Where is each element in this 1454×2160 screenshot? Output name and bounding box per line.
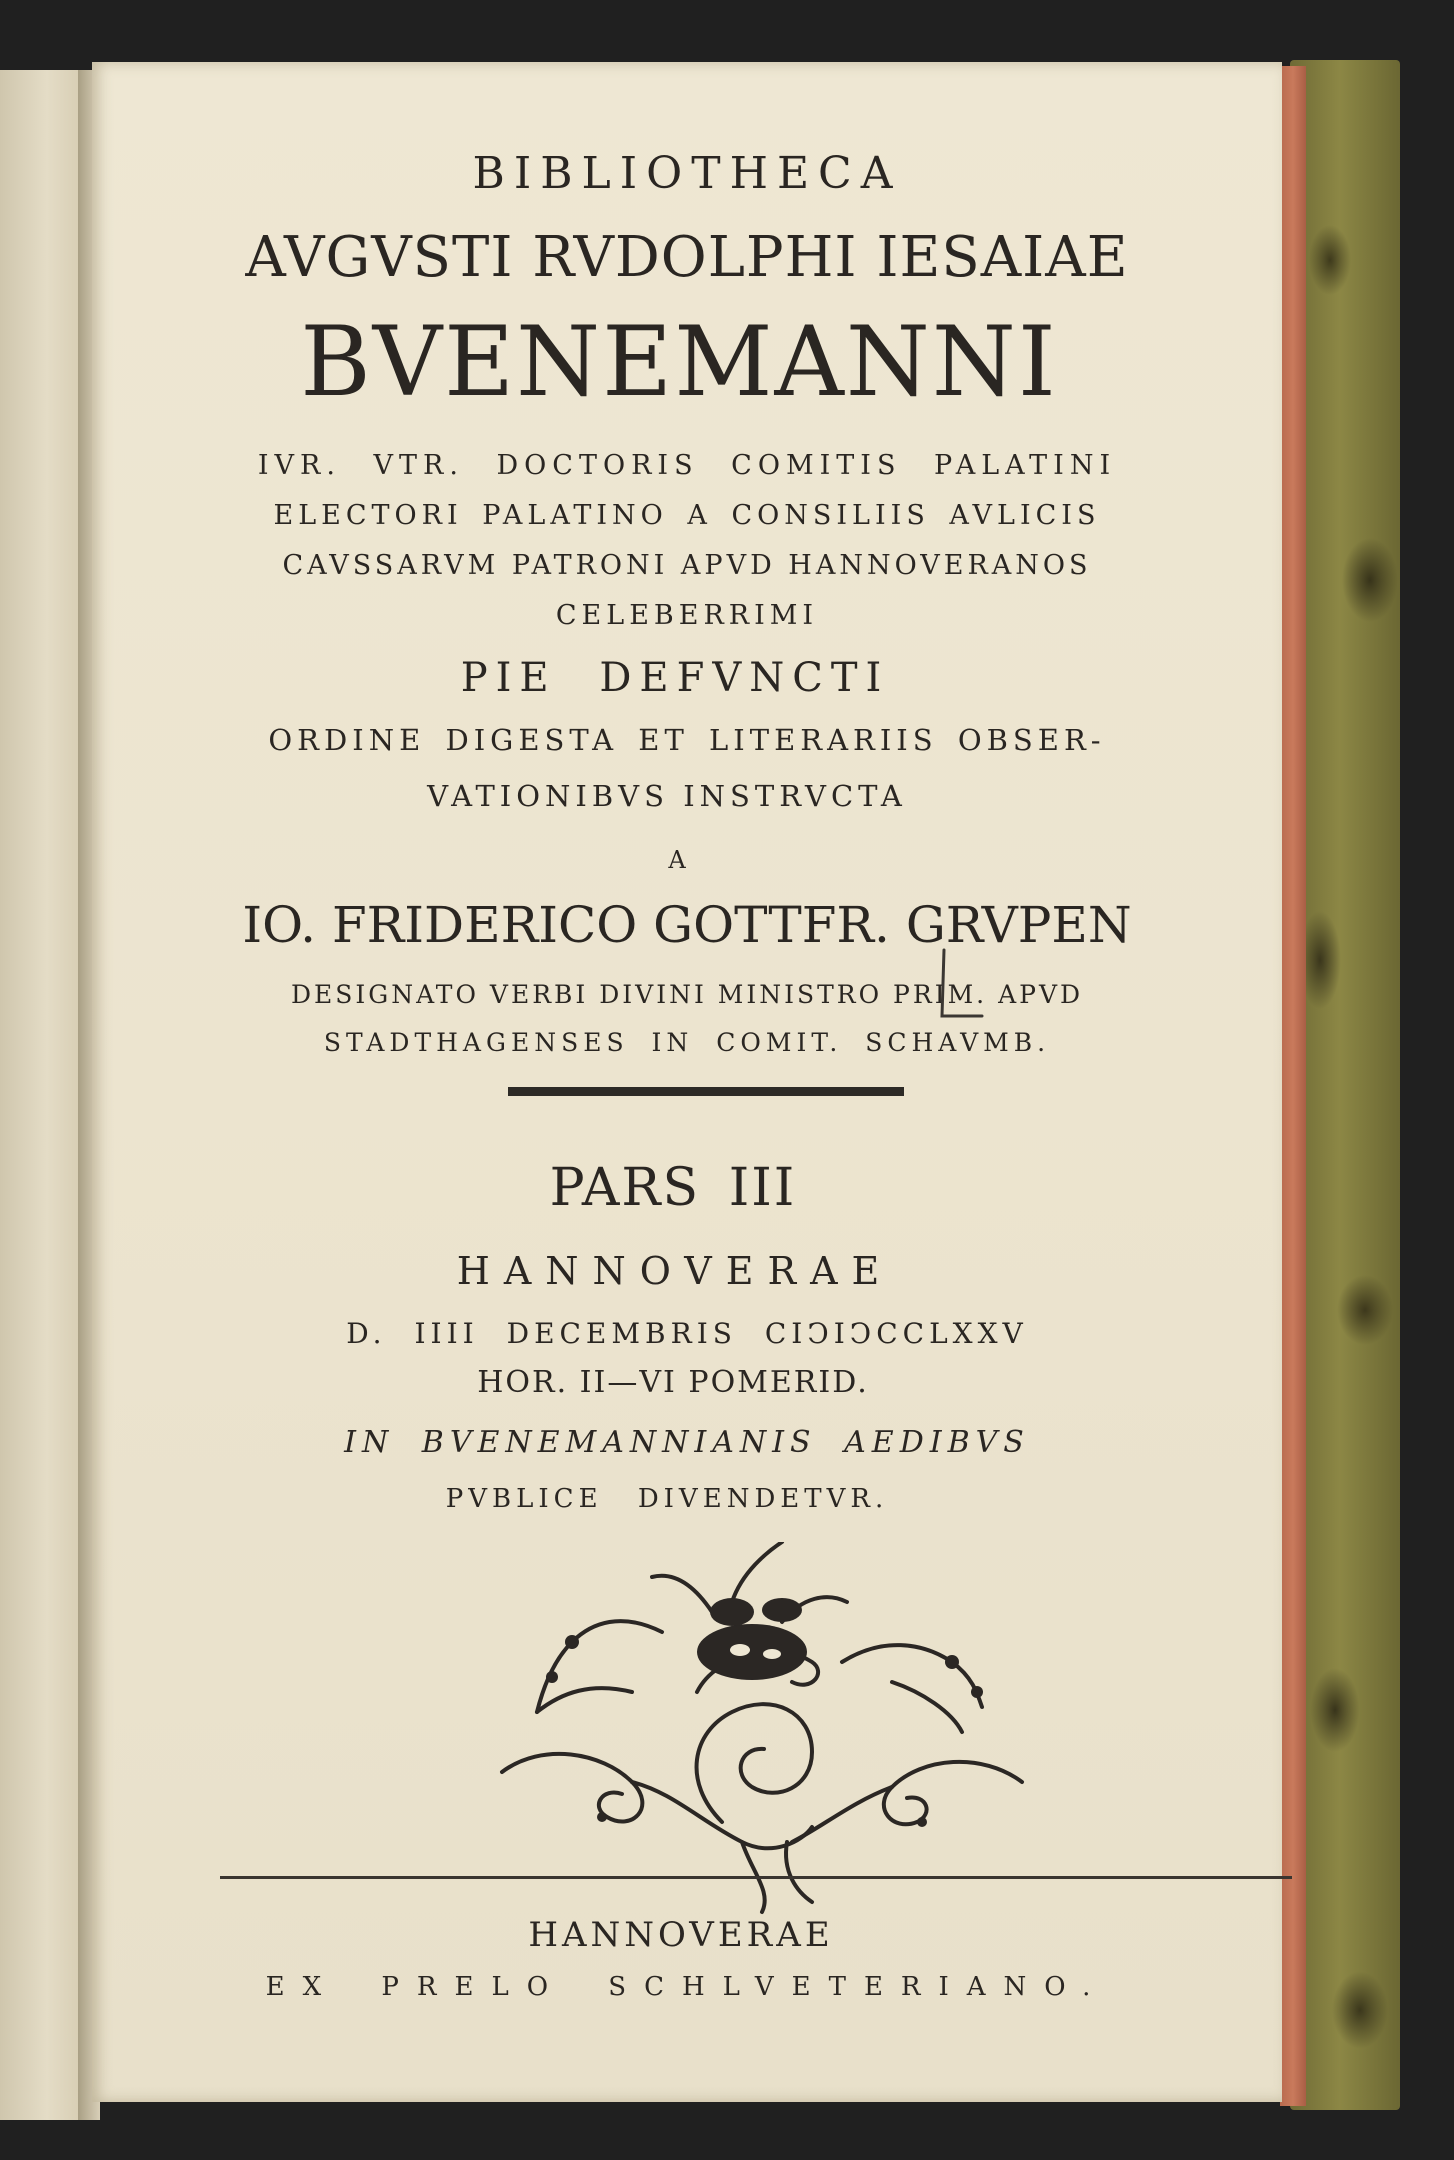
title-line-celeberrimi: CELEBERRIMI — [555, 600, 819, 631]
title-line-sale-place: IN BVENEMANNIANIS AEDIBVS — [344, 1425, 1030, 1460]
title-line-pie-defuncti: PIE DEFVNCTI — [460, 655, 890, 701]
title-line-owner-names: AVGVSTI RVDOLPHI IESAIAE — [245, 225, 1129, 290]
title-line-publice: PVBLICE DIVENDETVR. — [445, 1484, 889, 1514]
title-line-ordine-digesta: ORDINE DIGESTA ET LITERARIIS OBSER- — [268, 723, 1106, 757]
manuscript-pencil-mark — [930, 946, 990, 1026]
title-line-sale-date: D. IIII DECEMBRIS CIↃIↃCCLXXV — [346, 1317, 1028, 1350]
title-line-caussarum: CAVSSARVM PATRONI APVD HANNOVERANOS — [282, 550, 1092, 581]
title-line-sale-hours: HOR. II—VI POMERID. — [477, 1365, 869, 1400]
title-line-bibliotheca: BIBLIOTHECA — [472, 148, 902, 199]
title-line-observationibus: VATIONIBVS INSTRVCTA — [427, 779, 907, 813]
title-page — [92, 62, 1282, 2102]
title-line-author: IO. FRIDERICO GOTTFR. GRVPEN — [242, 896, 1132, 954]
decorative-rule-thin — [220, 1876, 1292, 1879]
imprint-printer: EX PRELO SCHLVETERIANO. — [265, 1972, 1109, 2002]
marbled-cover — [1290, 60, 1400, 2110]
title-line-hannoverae-sale: HANNOVERAE — [456, 1249, 894, 1293]
vignette-ornament — [482, 1542, 1042, 1922]
title-line-designato: DESIGNATO VERBI DIVINI MINISTRO PRIM. APVD — [290, 980, 1084, 1009]
title-line-pars: PARS III — [549, 1158, 797, 1218]
imprint-place: HANNOVERAE — [528, 1915, 834, 1955]
left-page-edge — [0, 70, 87, 2120]
title-line-stadthagenses: STADTHAGENSES IN COMIT. SCHAVMB. — [323, 1028, 1051, 1057]
title-line-doctoris: IVR. VTR. DOCTORIS COMITIS PALATINI — [257, 450, 1117, 481]
decorative-rule-thick — [508, 1087, 904, 1096]
red-page-edges — [1280, 66, 1306, 2106]
title-line-a: A — [668, 846, 686, 874]
title-line-electori: ELECTORI PALATINO A CONSILIIS AVLICIS — [273, 500, 1101, 531]
title-line-buenemanni: BVENEMANNI — [300, 306, 1058, 418]
